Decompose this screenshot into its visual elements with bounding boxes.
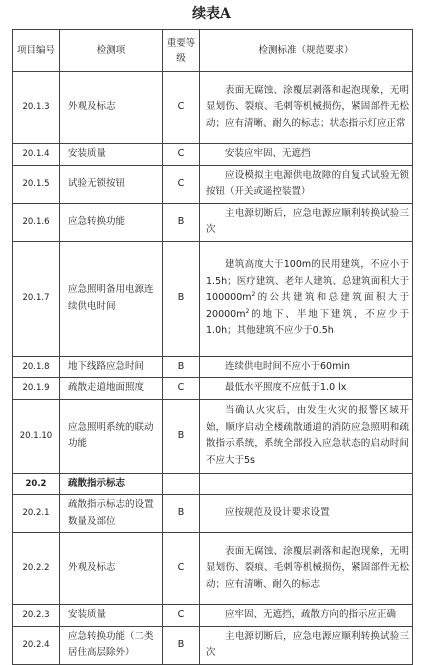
standard-text: 连续供电时间不应小于60min	[225, 360, 351, 372]
standard-text: 主电源切断后，应急电源应顺利转换试验三次	[206, 207, 409, 235]
row-level: C	[163, 378, 200, 400]
table-row	[13, 378, 413, 400]
table-row	[13, 203, 413, 241]
row-item: 安装质量	[60, 605, 163, 627]
row-level: B	[163, 399, 200, 473]
table-row	[13, 241, 413, 356]
row-level: B	[163, 356, 200, 378]
row-code: 20.1.4	[13, 144, 60, 166]
table-row	[13, 605, 413, 627]
row-code: 20.1.7	[13, 241, 60, 356]
row-standard	[200, 473, 413, 495]
row-standard	[200, 241, 413, 356]
header-level: 重要等级	[163, 30, 200, 72]
standard-text-part: 建筑高度大于100m的民用建筑，不应小于1.5h；医疗建筑、老年人建筑、总建筑面积大于100000m	[206, 259, 409, 304]
standard-text: 应牢固、无遮挡，疏散方向的指示应正确	[225, 609, 397, 620]
standard-text: 安装应牢固、无遮挡	[225, 148, 311, 159]
row-level: B	[163, 626, 200, 664]
standard-text: 应设模拟主电源供电故障的自复式试验无锁按钮（开关或遥控装置）	[206, 169, 409, 197]
row-standard	[200, 399, 413, 473]
table-header-row	[13, 30, 413, 72]
standard-text: 表面无腐蚀、涂覆层剥落和起泡现象，无明显划伤、裂痕、毛刺等机械损伤，紧固部件无松动；应有清晰、耐久的标志；状态指示灯应正常	[206, 84, 409, 129]
table-row	[13, 473, 413, 495]
standard-text: 表面无腐蚀、涂覆层剥落和起泡现象，无明显划伤、裂痕、毛刺等机械损伤，紧固部件无松动；应有清晰、耐久的标志	[206, 545, 409, 590]
superscript: 2	[245, 307, 250, 315]
standard-text: 应按规范及设计要求设置	[225, 507, 330, 519]
row-item: 疏散指示标志	[60, 473, 163, 495]
row-item: 应急照明备用电源连续供电时间	[60, 241, 163, 356]
row-level: B	[163, 203, 200, 241]
row-code: 20.2.1	[13, 495, 60, 533]
row-level: C	[163, 605, 200, 627]
row-standard	[200, 72, 413, 144]
row-item: 应急转换功能	[60, 203, 163, 241]
row-item: 应急转换功能（二类居住高层除外）	[60, 626, 163, 664]
row-standard	[200, 605, 413, 627]
row-standard	[200, 495, 413, 533]
row-level: B	[163, 241, 200, 356]
table-row	[13, 626, 413, 664]
row-standard	[200, 626, 413, 664]
row-item: 外观及标志	[60, 533, 163, 605]
row-code: 20.1.6	[13, 203, 60, 241]
standard-text-part: 的地下、半地下建筑，不应少于1.0h；其他建筑不应少于0.5h	[206, 308, 409, 337]
table-row	[13, 72, 413, 144]
row-code: 20.2.4	[13, 626, 60, 664]
row-code: 20.1.8	[13, 356, 60, 378]
row-code: 20.2	[13, 473, 60, 495]
row-standard	[200, 165, 413, 203]
standard-text: 主电源切断后，应急电源应顺利转换试验三次	[206, 630, 409, 658]
row-level: C	[163, 533, 200, 605]
table-row	[13, 165, 413, 203]
row-standard	[200, 378, 413, 400]
table-row	[13, 533, 413, 605]
row-item: 应急照明系统的联动功能	[60, 399, 163, 473]
row-code: 20.1.3	[13, 72, 60, 144]
header-standard: 检测标准（规范要求）	[200, 30, 413, 72]
header-item: 检测项	[60, 30, 163, 72]
row-level: B	[163, 495, 200, 533]
row-code: 20.1.10	[13, 399, 60, 473]
superscript: 2	[251, 291, 256, 299]
row-standard	[200, 144, 413, 166]
row-item: 外观及标志	[60, 72, 163, 144]
table-row	[13, 399, 413, 473]
row-standard	[200, 203, 413, 241]
row-level: C	[163, 144, 200, 166]
row-item: 疏散走道地面照度	[60, 378, 163, 400]
row-item: 安装质量	[60, 144, 163, 166]
row-item: 疏散指示标志的设置数量及部位	[60, 495, 163, 533]
inspection-table	[12, 29, 413, 665]
row-level: C	[163, 165, 200, 203]
standard-text: 当确认火灾后，由发生火灾的报警区域开始，顺序启动全楼疏散通道的消防应急照明和疏散指示系统，系统全部投入应急状态的启动时间不应大于5s	[206, 405, 409, 466]
row-item: 地下线路应急时间	[60, 356, 163, 378]
row-code: 20.1.5	[13, 165, 60, 203]
row-level	[163, 473, 200, 495]
row-code: 20.2.3	[13, 605, 60, 627]
table-row	[13, 356, 413, 378]
standard-text-part: 的公共建筑和总建筑面积大于20000m	[206, 292, 409, 320]
standard-text: 最低水平照度不应低于1.0 lx	[225, 382, 347, 393]
table-title: 续表A	[192, 6, 231, 22]
row-code: 20.2.2	[13, 533, 60, 605]
row-code: 20.1.9	[13, 378, 60, 400]
standard-text	[206, 257, 409, 340]
table-row	[13, 495, 413, 533]
row-standard	[200, 533, 413, 605]
row-standard	[200, 356, 413, 378]
header-code: 项目编号	[13, 30, 60, 72]
table-row	[13, 144, 413, 166]
row-level: C	[163, 72, 200, 144]
row-item: 试验无锁按钮	[60, 165, 163, 203]
